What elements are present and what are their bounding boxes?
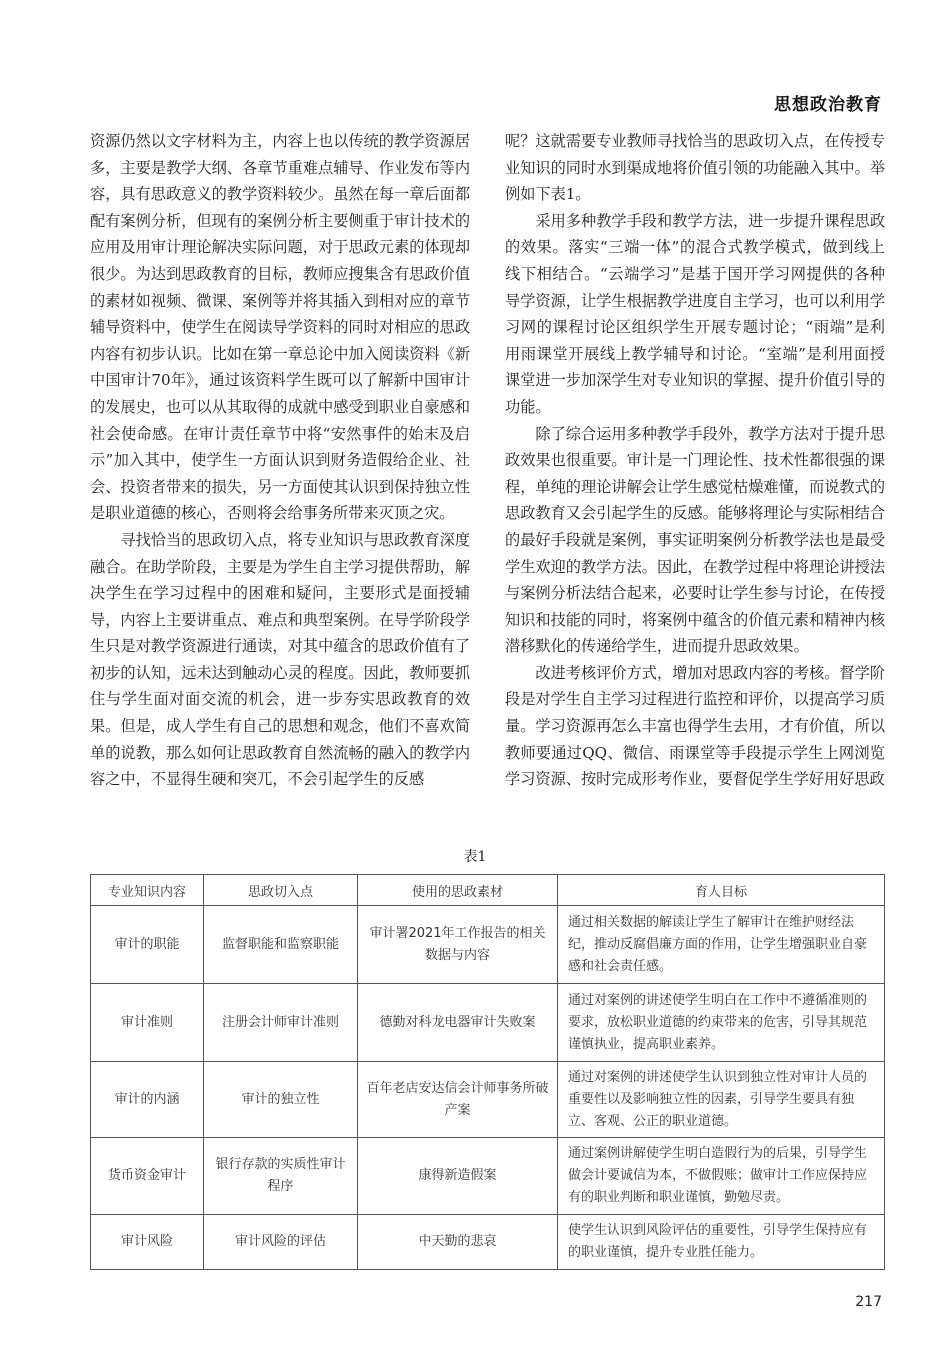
table-cell: 中天勤的悲哀 — [358, 1215, 558, 1270]
table-row — [91, 906, 885, 984]
section-header: 思想政治教育 — [774, 95, 882, 115]
header-cell: 思政切入点 — [204, 875, 358, 906]
table-row — [91, 1215, 885, 1270]
paragraph: 寻找恰当的思政切入点，将专业知识与思政教育深度融合。在助学阶段，主要是为学生自主学习提供帮助，解决学生在学习过程中的困难和疑问，主要形式是面授辅导，内容上主要讲重点、难点和典型案例。在导学阶段学生只是对教学资源进行通读，对其中蕴含的思政价值有了初步的认知，远未达到触动心灵的程度。因此，教师要抓住与学生面对面交流的机会，进一步夯实思政教育的效果。但是，成人学生有自己的思想和观念，他们不喜欢简单的说教，那么如何让思政教育自然流畅的融入的教学内容之中，不显得生硬和突兀，不会引起学生的反感 — [90, 530, 470, 789]
table-cell: 审计的独立性 — [204, 1062, 358, 1138]
ideological-elements-table — [90, 874, 885, 1270]
table-cell: 监督职能和监察职能 — [204, 906, 358, 984]
table-cell: 审计的职能 — [91, 906, 204, 984]
paragraph: 采用多种教学手段和教学方法，进一步提升课程思政的效果。落实“三端一体”的混合式教学模式，做到线上线下相结合。“云端学习”是基于国开学习网提供的各种导学资源，让学生根据教学进度自主学习，也可以利用学习网的课程讨论区组织学生开展专题讨论；“雨端”是利用雨课堂开展线上教学辅导和讨论。“室端”是利用面授课堂进一步加深学生对专业知识的掌握、提升价值引导的功能。 — [505, 211, 885, 416]
table-cell: 通过相关数据的解读让学生了解审计在维护财经法纪，推动反腐倡廉方面的作用，让学生增强职业自豪感和社会责任感。 — [558, 906, 885, 984]
right-column — [505, 128, 885, 793]
table-header-row — [91, 875, 885, 906]
table-cell: 通过对案例的讲述使学生明白在工作中不遵循准则的要求，放松职业道德的约束带来的危害，引导其规范谨慎执业，提高职业素养。 — [558, 984, 885, 1062]
table-row — [91, 984, 885, 1062]
table-row — [91, 1138, 885, 1215]
table-cell: 审计的内涵 — [91, 1062, 204, 1138]
header-cell: 专业知识内容 — [91, 875, 204, 906]
page-number: 217 — [855, 1294, 882, 1310]
header-cell: 使用的思政素材 — [358, 875, 558, 906]
paragraph: 改进考核评价方式，增加对思政内容的考核。督学阶段是对学生自主学习过程进行监控和评价，以提高学习质量。学习资源再怎么丰富也得学生去用，才有价值，所以教师要通过QQ、微信、雨课堂等手段提示学生上网浏览学习资源、按时完成形考作业，要督促学生学好用好思政 — [505, 663, 885, 789]
paragraph: 资源仍然以文字材料为主，内容上也以传统的教学资源居多，主要是教学大纲、各章节重难点辅导、作业发布等内容，具有思政意义的教学资料较少。虽然在每一章后面都配有案例分析，但现有的案例分析主要侧重于审计技术的应用及用审计理论解决实际问题，对于思政元素的体现却很少。为达到思政教育的目标，教师应搜集含有思政价值的素材如视频、微课、案例等并将其插入到相对应的章节辅导资料中，使学生在阅读导学资料的同时对相应的思政内容有初步认识。比如在第一章总论中加入阅读资料《新中国审计70年》，通过该资料学生既可以了解新中国审计的发展史，也可以从其取得的成就中感受到职业自豪感和社会使命感。在审计责任章节中将“安然事件的始末及启示”加入其中，使学生一方面认识到财务造假给企业、社会、投资者带来的损失，另一方面使其认识到保持独立性是职业道德的核心，否则将会给事务所带来灭顶之灾。 — [90, 132, 470, 523]
table-cell: 康得新造假案 — [358, 1138, 558, 1215]
table-cell: 通过对案例的讲述使学生认识到独立性对审计人员的重要性以及影响独立性的因素，引导学生要具有独立、客观、公正的职业道德。 — [558, 1062, 885, 1138]
table-cell: 使学生认识到风险评估的重要性，引导学生保持应有的职业谨慎，提升专业胜任能力。 — [558, 1215, 885, 1270]
paragraph: 呢？这就需要专业教师寻找恰当的思政切入点，在传授专业知识的同时水到渠成地将价值引领的功能融入其中。举例如下表1。 — [505, 132, 885, 204]
table-cell: 审计署2021年工作报告的相关数据与内容 — [358, 906, 558, 984]
table-cell: 德勤对科龙电器审计失败案 — [358, 984, 558, 1062]
table-cell: 审计准则 — [91, 984, 204, 1062]
left-column — [90, 128, 470, 793]
table-cell: 货币资金审计 — [91, 1138, 204, 1215]
table-cell: 通过案例讲解使学生明白造假行为的后果，引导学生做会计要诚信为本，不做假账；做审计工作应保持应有的职业判断和职业谨慎，勤勉尽责。 — [558, 1138, 885, 1215]
table-cell: 银行存款的实质性审计程序 — [204, 1138, 358, 1215]
table-cell: 注册会计师审计准则 — [204, 984, 358, 1062]
table-cell: 审计风险的评估 — [204, 1215, 358, 1270]
table-cell: 百年老店安达信会计师事务所破产案 — [358, 1062, 558, 1138]
header-cell: 育人目标 — [558, 875, 885, 906]
table-cell: 审计风险 — [91, 1215, 204, 1270]
paragraph: 除了综合运用多种教学手段外，教学方法对于提升思政效果也很重要。审计是一门理论性、技术性都很强的课程，单纯的理论讲解会让学生感觉枯燥难懂，而说教式的思政教育又会引起学生的反感。能够将理论与实际相结合的最好手段就是案例，事实证明案例分析教学法也是最受学生欢迎的教学方法。因此，在教学过程中将理论讲授法与案例分析法结合起来，必要时让学生参与讨论，在传授知识和技能的同时，将案例中蕴含的价值元素和精神内核潜移默化的传递给学生，进而提升思政效果。 — [505, 424, 885, 656]
table-row — [91, 1062, 885, 1138]
table-caption: 表1 — [463, 849, 487, 865]
